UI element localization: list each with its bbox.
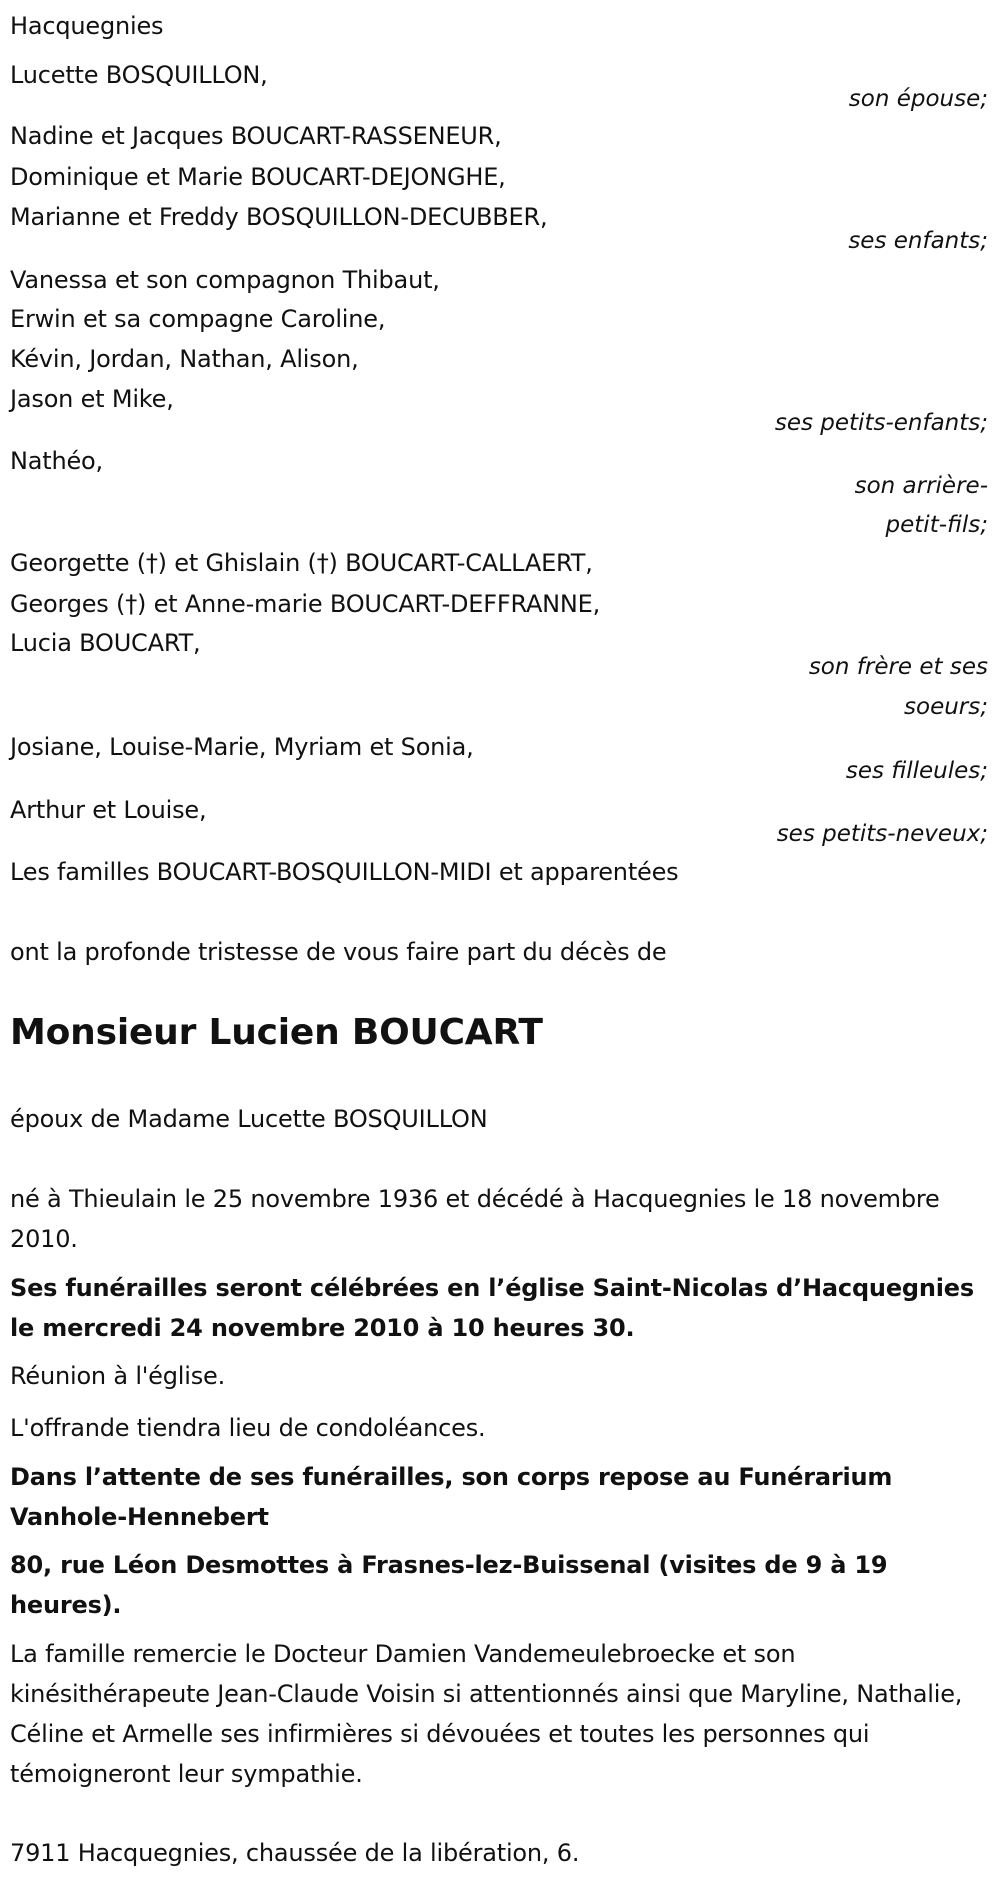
family-name: Marianne et Freddy BOSQUILLON-DECUBBER, — [10, 203, 548, 231]
family-name: Lucette BOSQUILLON, — [10, 61, 268, 89]
family-name: Arthur et Louise, — [10, 796, 207, 824]
visits-paragraph: 80, rue Léon Desmottes à Frasnes-lez-Buissenal (visites de 9 à 19 heures). — [10, 1551, 888, 1619]
relation-label: ses filleules; — [845, 758, 988, 784]
dates-paragraph: né à Thieulain le 25 novembre 1936 et décédé à Hacquegnies le 18 novembre 2010. — [10, 1185, 940, 1253]
family-name: Kévin, Jordan, Nathan, Alison, — [10, 345, 359, 373]
family-name: Nadine et Jacques BOUCART-RASSENEUR, — [10, 122, 502, 150]
relation-label: soeurs; — [904, 694, 988, 720]
relation-label: ses petits-enfants; — [774, 410, 988, 436]
offering-line: L'offrande tiendra lieu de condoléances. — [10, 1414, 486, 1442]
family-name: Jason et Mike, — [10, 385, 174, 413]
home-address: 7911 Hacquegnies, chaussée de la libération, 6. — [10, 1839, 580, 1867]
relation-label: petit-fils; — [885, 512, 988, 538]
families-line: Les familles BOUCART-BOSQUILLON-MIDI et apparentées — [10, 858, 679, 886]
family-name: Josiane, Louise-Marie, Myriam et Sonia, — [10, 733, 474, 761]
relation-label: ses petits-neveux; — [776, 821, 988, 847]
family-name: Dominique et Marie BOUCART-DEJONGHE, — [10, 163, 506, 191]
family-name: Lucia BOUCART, — [10, 629, 201, 657]
announcement: ont la profonde tristesse de vous faire part du décès de — [10, 938, 667, 966]
family-name: Vanessa et son compagnon Thibaut, — [10, 266, 440, 294]
deceased-name: Monsieur Lucien BOUCART — [10, 1012, 543, 1053]
funeral-paragraph: Ses funérailles seront célébrées en l’église Saint-Nicolas d’Hacquegnies le mercredi 24 novembre 2010 à 10 heures 30. — [10, 1274, 974, 1342]
relation-label: ses enfants; — [848, 228, 988, 254]
repose-paragraph: Dans l’attente de ses funérailles, son corps repose au Funérarium Vanhole-Hennebert — [10, 1463, 893, 1531]
family-name: Georgette (†) et Ghislain (†) BOUCART-CALLAERT, — [10, 549, 593, 577]
relation-label: son frère et ses — [808, 654, 988, 680]
meeting-line: Réunion à l'église. — [10, 1362, 226, 1390]
family-name: Nathéo, — [10, 447, 103, 475]
relation-label: son épouse; — [848, 86, 988, 112]
relation-label: son arrière- — [854, 473, 988, 499]
family-name: Georges (†) et Anne-marie BOUCART-DEFFRANNE, — [10, 590, 601, 618]
spouse-line: époux de Madame Lucette BOSQUILLON — [10, 1105, 488, 1133]
thanks-paragraph: La famille remercie le Docteur Damien Vandemeulebroecke et son kinésithérapeute Jean-Claude Voisin si attentionnés ainsi que Maryline, Nathalie, Céline et Armelle ses infirmières si dévouées et toutes les personnes qui témoigneront leur sympathie. — [10, 1640, 963, 1788]
location: Hacquegnies — [10, 12, 164, 40]
family-name: Erwin et sa compagne Caroline, — [10, 305, 386, 333]
